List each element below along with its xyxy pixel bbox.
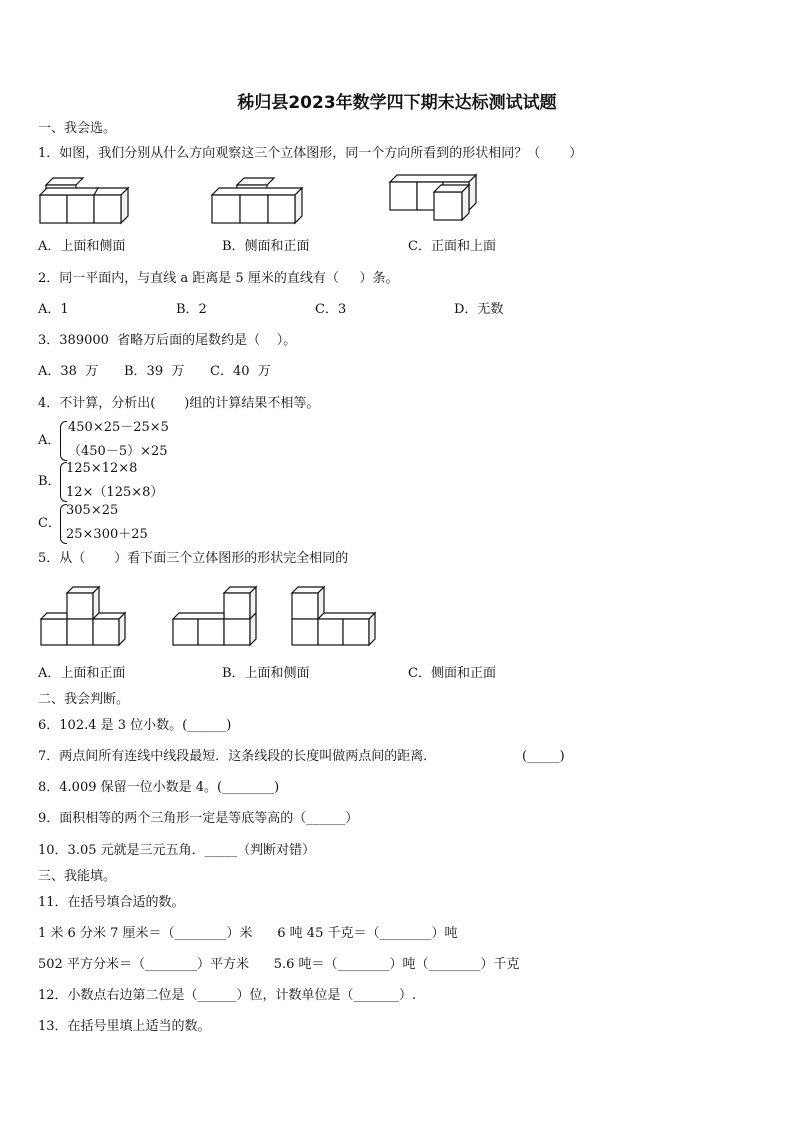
section-heading-choice: 一、我会选。 [38, 121, 117, 136]
q4-option-c-label[interactable]: C． [38, 516, 61, 531]
q1-cube-figure-1 [38, 176, 134, 226]
q5-cube-figure-2 [172, 585, 264, 649]
q1-option-b[interactable]: B．侧面和正面 [222, 239, 310, 254]
q4-option-a-line1: 450×25－25×5 [68, 420, 169, 435]
question-11: 11．在括号填合适的数。 [38, 895, 185, 910]
q4-option-c-line2: 25×300＋25 [66, 527, 148, 542]
q5-option-c[interactable]: C．侧面和正面 [408, 666, 496, 681]
question-5: 5．从（ ）看下面三个立体图形的形状完全相同的 [38, 551, 349, 566]
q5-option-b[interactable]: B．上面和侧面 [222, 666, 310, 681]
q2-option-d[interactable]: D．无数 [454, 302, 504, 317]
q4-option-b-line2: 12×（125×8） [66, 485, 164, 500]
q1-option-c[interactable]: C．正面和上面 [408, 239, 496, 254]
q1-cube-figure-3 [388, 174, 484, 224]
q5-option-a[interactable]: A．上面和正面 [38, 666, 126, 681]
question-2: 2．同一平面内，与直线 a 距离是 5 厘米的直线有（ ）条。 [38, 271, 399, 286]
q2-option-b[interactable]: B．2 [176, 302, 207, 317]
q1-option-a[interactable]: A．上面和侧面 [38, 239, 126, 254]
section-heading-fill: 三、我能填。 [38, 869, 117, 884]
q5-cube-figure-1 [40, 585, 132, 649]
question-1: 1．如图，我们分别从什么方向观察这三个立体图形，同一个方向所看到的形状相同？（ ） [38, 146, 583, 161]
question-7-answer-blank[interactable]: (_____) [522, 749, 565, 764]
q3-option-b[interactable]: B．39 万 [124, 364, 185, 379]
question-11-line-1[interactable]: 1 米 6 分米 7 厘米＝（________）米 6 吨 45 千克＝（________）吨 [38, 926, 458, 941]
q4-option-c-line1: 305×25 [66, 503, 119, 518]
q3-option-a[interactable]: A．38 万 [38, 364, 99, 379]
q2-option-c[interactable]: C．3 [315, 302, 347, 317]
question-4: 4．不计算，分析出( )组的计算结果不相等。 [38, 396, 320, 411]
q4-option-a-brace [60, 421, 67, 461]
q4-option-b-line1: 125×12×8 [66, 461, 138, 476]
question-10[interactable]: 10．3.05 元就是三元五角．_____（判断对错） [38, 843, 316, 858]
question-3: 3．389000 省略万后面的尾数约是（ ）。 [38, 333, 297, 348]
page-title: 秭归县2023年数学四下期末达标测试试题 [237, 93, 557, 113]
question-7: 7．两点间所有连线中线段最短．这条线段的长度叫做两点间的距离． [38, 749, 437, 764]
section-heading-judge: 二、我会判断。 [38, 692, 130, 707]
q1-cube-figure-2 [210, 176, 306, 226]
q4-option-b-label[interactable]: B． [38, 474, 61, 489]
question-9[interactable]: 9．面积相等的两个三角形一定是等底等高的（______） [38, 811, 359, 826]
q4-option-a-line2: （450－5）×25 [68, 444, 168, 459]
q5-cube-figure-3 [290, 585, 382, 649]
question-13: 13．在括号里填上适当的数。 [38, 1019, 211, 1034]
question-8[interactable]: 8．4.009 保留一位小数是 4。(________) [38, 780, 280, 795]
question-12[interactable]: 12．小数点右边第二位是（______）位，计数单位是（_______）. [38, 988, 417, 1003]
q4-option-a-label[interactable]: A． [38, 433, 61, 448]
question-11-line-2[interactable]: 502 平方分米＝（________）平方米 5.6 吨＝（________）吨（________）千克 [38, 957, 520, 972]
question-6[interactable]: 6．102.4 是 3 位小数。(______) [38, 718, 232, 733]
q2-option-a[interactable]: A．1 [38, 302, 69, 317]
q3-option-c[interactable]: C．40 万 [210, 364, 271, 379]
